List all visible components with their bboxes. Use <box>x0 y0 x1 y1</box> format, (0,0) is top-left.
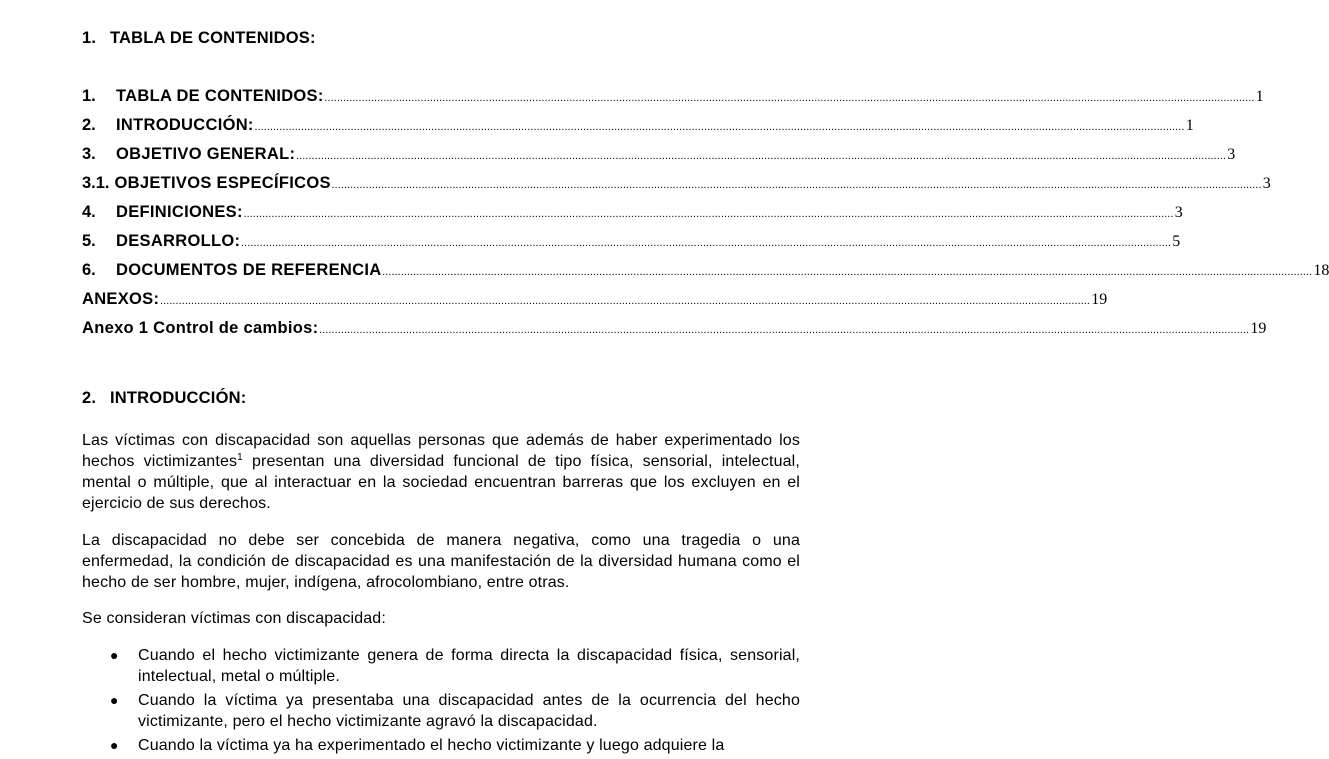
toc-entry-number: 5. <box>82 232 96 250</box>
toc-entry-page: 19 <box>1091 291 1108 308</box>
toc-entry-title: ANEXOS: <box>82 290 160 308</box>
toc-entry-title: OBJETIVO GENERAL: <box>116 145 296 163</box>
toc-entry-number: 2. <box>82 116 96 134</box>
paragraph-text: Las víctimas con discapacidad son aquellas personas que además de haber experimentado los hechos victimizantes <box>82 432 800 470</box>
toc-entry[interactable] <box>82 172 1271 201</box>
toc-entry[interactable] <box>82 230 1181 259</box>
table-of-contents <box>82 85 1329 346</box>
toc-heading-number: 1. <box>82 29 97 47</box>
toc-entry-page: 1 <box>1185 117 1194 134</box>
toc-entry-title: INTRODUCCIÓN: <box>116 116 254 134</box>
toc-entry-page: 3 <box>1227 146 1236 163</box>
toc-entry-page: 19 <box>1250 320 1267 337</box>
toc-entry-page: 3 <box>1262 175 1271 192</box>
toc-entry[interactable] <box>82 317 1267 346</box>
toc-entry-number: 3.1. <box>82 174 110 192</box>
toc-entry-title: DEFINICIONES: <box>116 203 243 221</box>
toc-entry-title: TABLA DE CONTENIDOS: <box>116 87 324 105</box>
toc-entry-page: 5 <box>1172 233 1181 250</box>
toc-entry[interactable] <box>82 288 1108 317</box>
toc-entry-title: DESARROLLO: <box>116 232 241 250</box>
toc-entry[interactable] <box>82 259 1329 288</box>
bullet-icon: ● <box>110 737 119 753</box>
intro-paragraph-3: Se consideran víctimas con discapacidad: <box>82 610 386 627</box>
toc-leader-dots: ............................................................................................................................................................................................................................................................................................................ <box>254 122 1185 133</box>
toc-leader-dots: ............................................................................................................................................................................................................................................................................................................ <box>319 325 1250 336</box>
paragraph-text: presentan una diversidad funcional de tipo física, sensorial, intelectual, mental o múltiple, que al interactuar en la sociedad encuentran barreras que los excluyen en el ejercicio de sus derechos. <box>82 453 800 512</box>
toc-heading <box>82 28 316 48</box>
toc-entry-page: 1 <box>1255 88 1264 105</box>
toc-entry[interactable] <box>82 114 1194 143</box>
bullet-list <box>82 645 800 759</box>
toc-entry-number: 4. <box>82 203 96 221</box>
intro-heading-number: 2. <box>82 389 97 407</box>
toc-leader-dots: ............................................................................................................................................................................................................................................................................................................ <box>382 267 1313 278</box>
bullet-icon: ● <box>110 692 119 708</box>
toc-leader-dots: ............................................................................................................................................................................................................................................................................................................ <box>331 180 1262 191</box>
toc-entry-number: 6. <box>82 261 96 279</box>
toc-entry-title: Anexo 1 Control de cambios: <box>82 319 319 337</box>
toc-leader-dots: ............................................................................................................................................................................................................................................................................................................ <box>296 151 1227 162</box>
toc-entry-title: DOCUMENTOS DE REFERENCIA <box>116 261 382 279</box>
list-item <box>82 645 800 687</box>
toc-heading-title: TABLA DE CONTENIDOS: <box>110 29 316 47</box>
toc-entry-page: 3 <box>1174 204 1183 221</box>
intro-heading <box>82 388 246 408</box>
toc-leader-dots: ............................................................................................................................................................................................................................................................................................................ <box>243 209 1174 220</box>
intro-heading-title: INTRODUCCIÓN: <box>110 389 247 407</box>
list-item-text: Cuando la víctima ya ha experimentado el hecho victimizante y luego adquiere la <box>138 737 725 754</box>
toc-entry-title: OBJETIVOS ESPECÍFICOS <box>114 174 331 192</box>
intro-paragraph-1 <box>82 430 800 514</box>
toc-entry[interactable] <box>82 201 1183 230</box>
list-item-text: Cuando el hecho victimizante genera de forma directa la discapacidad física, sensorial, intelectual, metal o múltiple. <box>138 647 800 685</box>
toc-entry[interactable] <box>82 85 1264 114</box>
toc-entry-number: 3. <box>82 145 96 163</box>
list-item <box>82 735 800 756</box>
toc-entry[interactable] <box>82 143 1236 172</box>
list-item <box>82 690 800 732</box>
toc-leader-dots: ............................................................................................................................................................................................................................................................................................................ <box>241 238 1172 249</box>
footnote-reference[interactable]: 1 <box>237 452 243 463</box>
list-item-text: Cuando la víctima ya presentaba una discapacidad antes de la ocurrencia del hecho victimizante, pero el hecho victimizante agravó la discapacidad. <box>138 692 800 730</box>
bullet-icon: ● <box>110 647 119 663</box>
toc-entry-number: 1. <box>82 87 96 105</box>
intro-paragraph-2: La discapacidad no debe ser concebida de manera negativa, como una tragedia o una enfermedad, la condición de discapacidad es una manifestación de la diversidad humana como el hecho de ser hombre, mujer, indígena, afrocolombiano, entre otras. <box>82 532 800 591</box>
toc-leader-dots: ............................................................................................................................................................................................................................................................................................................ <box>160 296 1091 307</box>
toc-leader-dots: ............................................................................................................................................................................................................................................................................................................ <box>324 93 1255 104</box>
toc-entry-page: 18 <box>1313 262 1329 279</box>
